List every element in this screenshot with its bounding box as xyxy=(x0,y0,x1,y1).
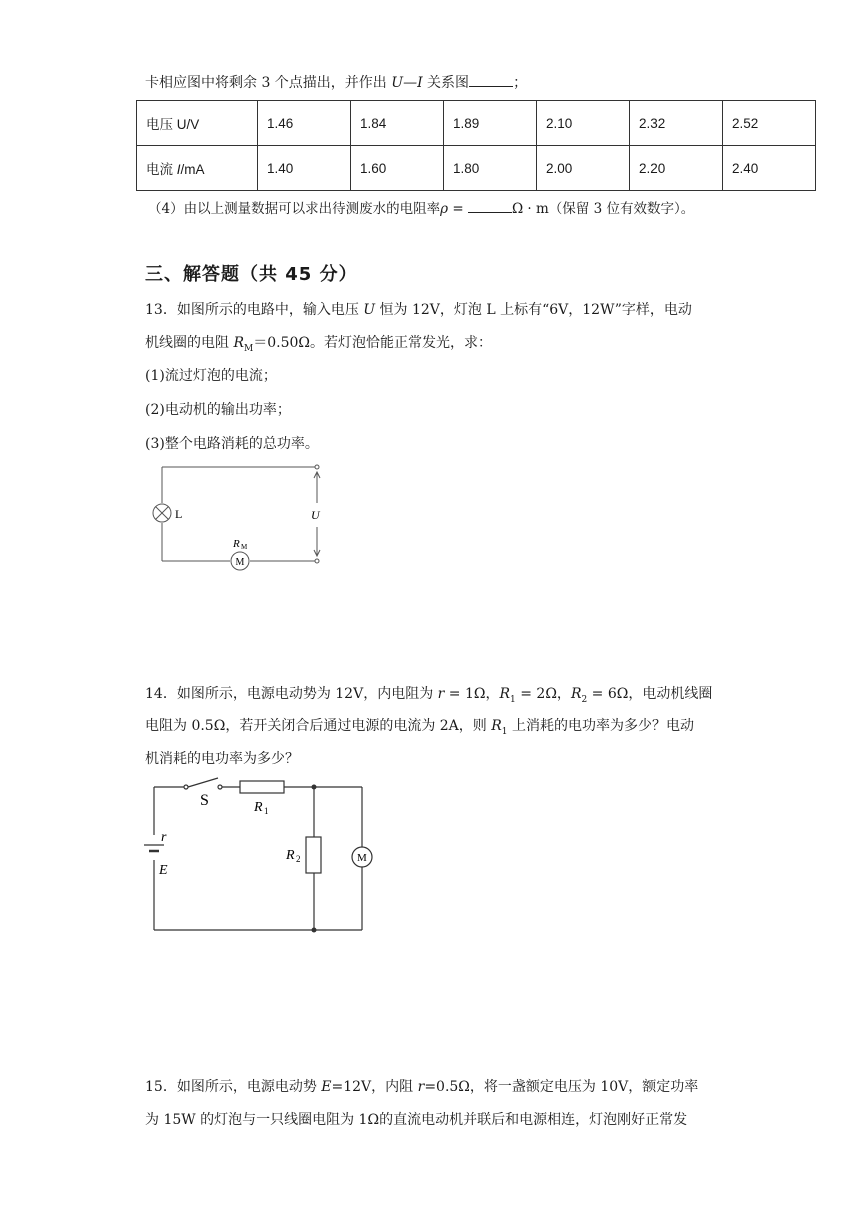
table-cell: 1.89 xyxy=(444,101,537,146)
motor-label: M xyxy=(357,852,367,864)
switch-icon xyxy=(184,785,188,789)
table-cell: 1.84 xyxy=(351,101,444,146)
q14-line3: 机消耗的电功率为多少？ xyxy=(145,751,299,767)
q13-item-1: (1)流过灯泡的电流； xyxy=(145,368,277,384)
table-row-label: 电压 U/V xyxy=(137,101,258,146)
q13-item-3: (3)整个电路消耗的总功率。 xyxy=(145,436,319,452)
q13-item-2: (2)电动机的输出功率； xyxy=(145,402,291,418)
resistor-r1-icon xyxy=(240,781,284,793)
r1-sub: 1 xyxy=(264,806,269,816)
data-table xyxy=(136,100,816,191)
table-cell: 2.32 xyxy=(630,101,723,146)
table-cell: 2.10 xyxy=(537,101,630,146)
r1-label: R xyxy=(254,800,263,815)
terminal-icon xyxy=(315,559,319,563)
resistor-sub: M xyxy=(241,543,248,551)
r2-label: R xyxy=(286,848,295,863)
q15-line1: 15．如图所示，电源电动势 E=12V，内阻 r=0.5Ω，将一盏额定电压为 10V，额定功率 xyxy=(145,1079,699,1095)
internal-resistance-label: r xyxy=(161,830,167,845)
answer-blank[interactable] xyxy=(469,72,513,87)
q12-part4: （4）由以上测量数据可以求出待测废水的电阻率ρ = Ω · m（保留 3 位有效数字）。 xyxy=(148,198,694,219)
resistor-label: R xyxy=(233,538,240,550)
table-cell: 2.00 xyxy=(537,146,630,191)
q15-line2: 为 15W 的灯泡与一只线圈电阻为 1Ω的直流电动机并联后和电源相连，灯泡刚好正常发 xyxy=(145,1112,688,1128)
q12-intro: 卡相应图中将剩余 3 个点描出，并作出 U—I 关系图 ； xyxy=(145,72,527,93)
q13-line1: 13．如图所示的电路中，输入电压 U 恒为 12V，灯泡 L 上标有“6V，12W”字样，电动 xyxy=(145,302,692,318)
q14-line2: 电阻为 0.5Ω，若开关闭合后通过电源的电流为 2A，则 $R_1$ 上消耗的电功率为多少？电动 xyxy=(145,718,694,737)
q13-line2: 机线圈的电阻 $R_M=0.50\Omega$。若灯泡恰能正常发光，求： xyxy=(145,335,492,354)
junction-dot xyxy=(312,785,317,790)
terminal-icon xyxy=(315,465,319,469)
emf-label: E xyxy=(159,863,168,878)
table-row-current xyxy=(137,146,816,191)
section-title: 三、解答题（共 45 分） xyxy=(145,264,358,285)
table-row-label: 电流 I/mA xyxy=(137,146,258,191)
junction-dot xyxy=(312,928,317,933)
table-row-voltage xyxy=(137,101,816,146)
table-cell: 1.80 xyxy=(444,146,537,191)
table-cell: 2.20 xyxy=(630,146,723,191)
table-cell: 1.60 xyxy=(351,146,444,191)
q14-circuit-figure xyxy=(140,775,380,940)
resistor-r2-icon xyxy=(306,837,321,873)
voltage-label: U xyxy=(311,508,320,522)
table-cell: 1.40 xyxy=(258,146,351,191)
switch-icon xyxy=(218,785,222,789)
table-cell: 2.40 xyxy=(723,146,816,191)
q13-circuit-figure xyxy=(140,455,340,575)
r2-sub: 2 xyxy=(296,854,301,864)
answer-blank[interactable] xyxy=(468,198,512,213)
table-cell: 2.52 xyxy=(723,101,816,146)
switch-icon xyxy=(188,778,218,787)
q14-line1: 14．如图所示，电源电动势为 12V，内电阻为 r = 1Ω，$R_1 = 2\Omega$，$R_2 = 6\Omega$，电动机线圈 xyxy=(145,686,713,705)
table-cell: 1.46 xyxy=(258,101,351,146)
motor-label: M xyxy=(235,557,245,568)
switch-label: S xyxy=(200,792,209,809)
lamp-label: L xyxy=(175,507,183,521)
